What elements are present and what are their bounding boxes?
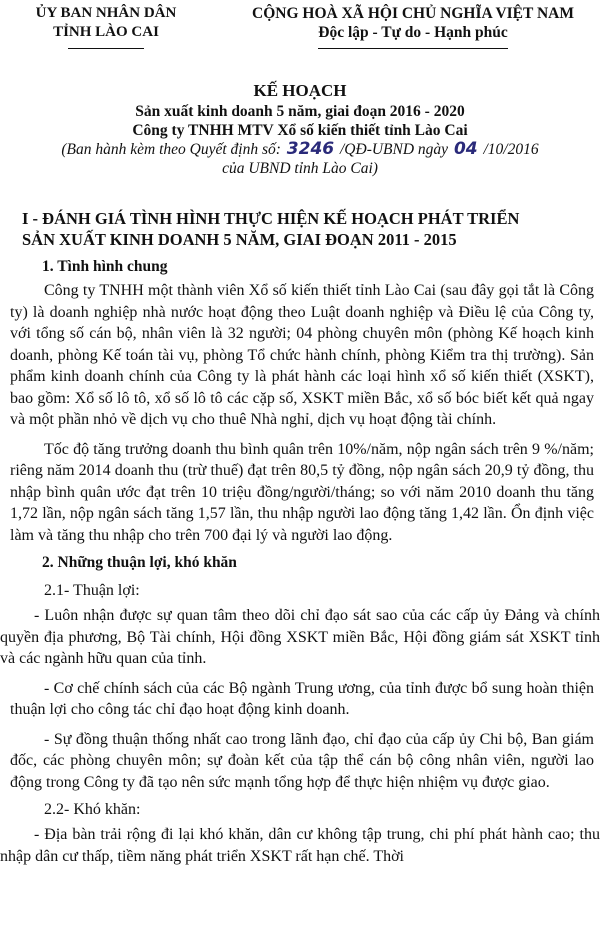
bullet-advantage-3: - Sự đồng thuận thống nhất cao trong lãnh đạo, chỉ đạo của cấp ủy Chi bộ, Ban giám đốc, các phòng chuyên môn; sự đoàn kết của tập thể cán bộ công nhân viên, người lao động trong Công ty đã tạo nên sức mạnh tổng hợp để thực hiện nhiệm vụ được giao. <box>10 730 594 791</box>
country-name: CỘNG HOÀ XÃ HỘI CHỦ NGHĨA VIỆT NAM <box>252 5 574 22</box>
subheading-difficulties: 2.2- Khó khăn: <box>44 801 141 818</box>
decree-day: 04 <box>453 139 478 159</box>
authority-underline <box>68 48 144 49</box>
decree-mid: /QĐ-UBND ngày <box>340 141 449 158</box>
document-title: KẾ HOẠCH <box>253 81 347 100</box>
bullet-difficulty-1: - Địa bàn trải rộng đi lại khó khăn, dân cư không tập trung, chi phí phát hành cao; thu nhập dân cư thấp, tiềm năng phát triển XSKT rất hạn chế. Thời <box>0 826 600 865</box>
subheading-general: 1. Tình hình chung <box>42 258 168 275</box>
paragraph-growth: Tốc độ tăng trưởng doanh thu bình quân trên 10%/năm, nộp ngân sách trên 9 %/năm; riêng năm 2014 doanh thu (trừ thuế) đạt trên 80,5 tỷ đồng, nộp ngân sách 20,9 tỷ đồng, thu nhập bình quân ước đạt trên 10 triệu đồng/người/tháng; so với năm 2010 doanh thu tăng 1,72 lần, nộp ngân sách tăng 1,57 lần, thu nhập người lao động tăng 1,42 lần. Ổn định việc làm và tăng thu nhập cho trên 700 đại lý và người lao động. <box>10 440 594 544</box>
authority-line2: TỈNH LÀO CAI <box>53 24 159 40</box>
title-line2: Sản xuất kinh doanh 5 năm, giai đoạn 2016 - 2020 <box>135 103 465 120</box>
decree-prefix: (Ban hành kèm theo Quyết định số: <box>61 141 281 158</box>
document-title-block <box>0 80 600 178</box>
subheading-advantages-difficulties: 2. Những thuận lợi, khó khăn <box>42 554 237 571</box>
document-header <box>0 4 600 54</box>
section-heading-line1: I - ĐÁNH GIÁ TÌNH HÌNH THỰC HIỆN KẾ HOẠCH PHÁT TRIỂN <box>22 209 520 228</box>
bullet-advantage-1: - Luôn nhận được sự quan tâm theo dõi chỉ đạo sát sao của các cấp ủy Đảng và chính quyền địa phương, Bộ Tài chính, Hội đồng XSKT miền Bắc, Hội đồng giám sát XSKT tỉnh và các ngành hữu quan của tỉnh. <box>0 607 600 667</box>
title-line3: Công ty TNHH MTV Xổ số kiến thiết tỉnh Lào Cai <box>132 122 468 139</box>
subheading-advantages: 2.1- Thuận lợi: <box>44 582 140 599</box>
decree-number: 3246 <box>286 139 335 159</box>
decree-line2: của UBND tỉnh Lào Cai) <box>222 160 378 177</box>
paragraph-general: Công ty TNHH một thành viên Xổ số kiến thiết tỉnh Lào Cai (sau đây gọi tắt là Công ty) là doanh nghiệp nhà nước hoạt động theo Luật doanh nghiệp và Điều lệ của Công ty, với tổng số cán bộ, nhân viên là 32 người; 04 phòng chuyên môn (phòng Kế hoạch kinh doanh, phòng Kế toán tài vụ, phòng Tổ chức hành chính, phòng Kiểm tra thị trường). Sản phẩm kinh doanh chính của Công ty là phát hành các loại hình xổ số kiến thiết (XSKT), bao gồm: Xổ số lô tô, xổ số lô tô các cặp số, XSKT miền Bắc, xổ số bóc biết kết quả ngay và một phần nhỏ về dịch vụ cho thuê Nhà nghỉ, dịch vụ hoạt động tài chính. <box>10 282 594 428</box>
document-body <box>0 208 600 867</box>
national-motto <box>228 4 598 42</box>
authority-line1: ỦY BAN NHÂN DÂN <box>35 5 177 21</box>
motto-underline <box>318 48 508 49</box>
section-heading-line2: SẢN XUẤT KINH DOANH 5 NĂM, GIAI ĐOẠN 2011 - 2015 <box>22 230 457 249</box>
decree-suffix: /10/2016 <box>483 141 539 158</box>
issuing-authority <box>26 4 186 42</box>
motto: Độc lập - Tự do - Hạnh phúc <box>318 24 508 41</box>
bullet-advantage-2: - Cơ chế chính sách của các Bộ ngành Trung ương, của tỉnh được bổ sung hoàn thiện thuận lợi cho công tác chỉ đạo hoạt động kinh doanh. <box>10 679 594 718</box>
decree-reference <box>0 140 600 159</box>
section-heading <box>22 208 594 250</box>
